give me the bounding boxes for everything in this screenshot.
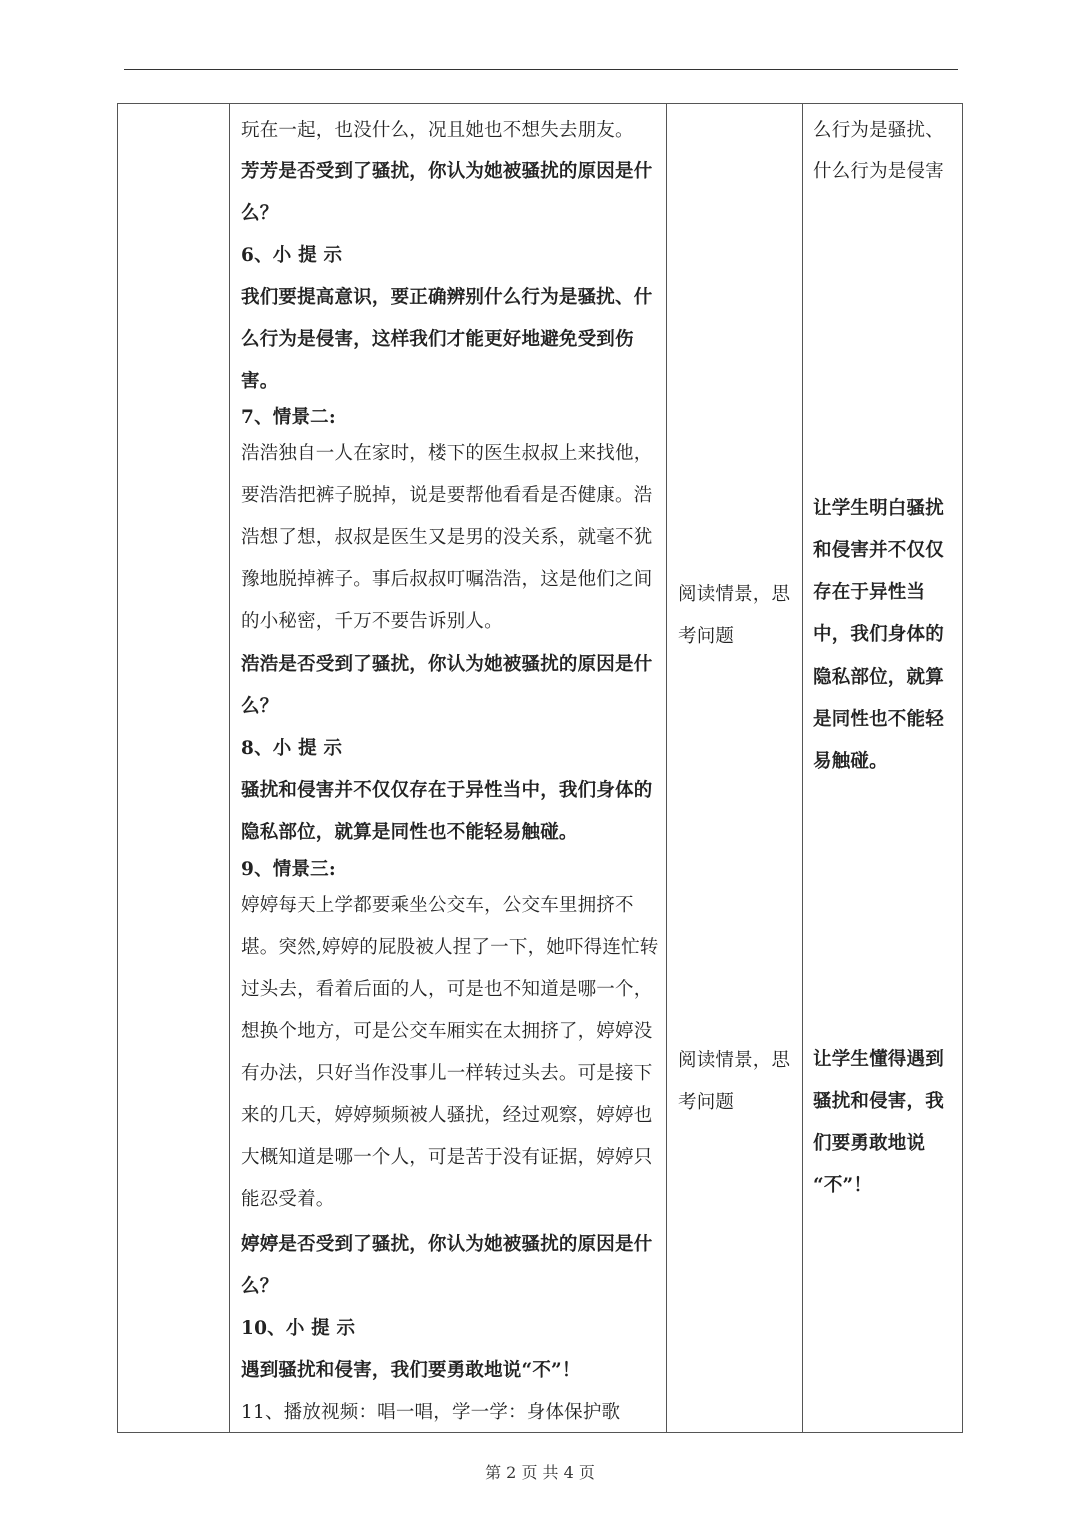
purpose-line-7: 隐私部位，就算 (813, 667, 944, 688)
header-rule (124, 69, 958, 70)
content-line-27: 能忍受着。 (241, 1189, 335, 1210)
page-footer: 第 2 页 共 4 页 (485, 1463, 595, 1482)
activity-line-2: 考问题 (678, 626, 735, 647)
content-line-23: 想换个地方，可是公交车厢实在太拥挤了，婷婷没 (241, 1021, 653, 1042)
purpose-line-1: 么行为是骚扰、 (813, 120, 944, 141)
column-divider-3 (802, 104, 803, 1432)
content-line-22: 过头去，看着后面的人，可是也不知道是哪一个， (241, 979, 653, 1000)
content-line-18: 隐私部位，就算是同性也不能轻易触碰。 (241, 822, 578, 843)
lesson-table (117, 103, 963, 1433)
content-line-1: 玩在一起，也没什么，况且她也不想失去朋友。 (241, 120, 634, 141)
activity-line-3: 阅读情景，思 (678, 1050, 791, 1071)
content-line-4: 6、小 提 示 (241, 245, 343, 266)
activity-line-4: 考问题 (678, 1092, 735, 1113)
content-line-32: 11、播放视频：唱一唱，学一学：身体保护歌 (241, 1402, 621, 1423)
content-line-8: 7、情景二: (241, 407, 336, 428)
content-line-30: 10、小 提 示 (241, 1318, 356, 1339)
content-line-26: 大概知道是哪一个人，可是苦于没有证据，婷婷只 (241, 1147, 653, 1168)
content-line-31: 遇到骚扰和侵害，我们要勇敢地说“不”！ (241, 1360, 581, 1381)
content-line-24: 有办法，只好当作没事儿一样转过头去。可是接下 (241, 1063, 653, 1084)
purpose-line-8: 是同性也不能轻 (813, 709, 944, 730)
content-line-19: 9、情景三: (241, 859, 336, 880)
content-line-16: 8、小 提 示 (241, 738, 343, 759)
content-line-17: 骚扰和侵害并不仅仅存在于异性当中，我们身体的 (241, 780, 653, 801)
content-line-12: 豫地脱掉裤子。事后叔叔叮嘱浩浩，这是他们之间 (241, 569, 653, 590)
content-line-6: 么行为是侵害，这样我们才能更好地避免受到伤 (241, 329, 634, 350)
purpose-line-2: 什么行为是侵害 (813, 161, 944, 182)
content-line-29: 么？ (241, 1276, 279, 1297)
content-line-10: 要浩浩把裤子脱掉，说是要帮他看看是否健康。浩 (241, 485, 653, 506)
activity-line-1: 阅读情景，思 (678, 584, 791, 605)
purpose-line-12: 们要勇敢地说 (813, 1133, 926, 1154)
purpose-line-13: “不”！ (813, 1175, 873, 1196)
purpose-line-4: 和侵害并不仅仅 (813, 540, 944, 561)
column-divider-2 (666, 104, 667, 1432)
column-divider-1 (229, 104, 230, 1432)
content-line-21: 堪。突然,婷婷的屁股被人捏了一下，她吓得连忙转 (241, 937, 659, 958)
content-line-15: 么？ (241, 696, 279, 717)
content-line-5: 我们要提高意识，要正确辨别什么行为是骚扰、什 (241, 287, 653, 308)
content-line-2: 芳芳是否受到了骚扰，你认为她被骚扰的原因是什 (241, 161, 653, 182)
content-line-25: 来的几天，婷婷频频被人骚扰，经过观察，婷婷也 (241, 1105, 653, 1126)
content-line-28: 婷婷是否受到了骚扰，你认为她被骚扰的原因是什 (241, 1234, 653, 1255)
purpose-line-10: 让学生懂得遇到 (813, 1049, 944, 1070)
content-line-9: 浩浩独自一人在家时，楼下的医生叔叔上来找他， (241, 443, 653, 464)
content-line-11: 浩想了想，叔叔是医生又是男的没关系，就毫不犹 (241, 527, 653, 548)
content-line-7: 害。 (241, 371, 279, 392)
content-line-20: 婷婷每天上学都要乘坐公交车，公交车里拥挤不 (241, 895, 634, 916)
content-line-3: 么？ (241, 203, 279, 224)
purpose-line-3: 让学生明白骚扰 (813, 498, 944, 519)
content-line-13: 的小秘密，千万不要告诉别人。 (241, 611, 503, 632)
content-line-14: 浩浩是否受到了骚扰，你认为她被骚扰的原因是什 (241, 654, 653, 675)
purpose-line-5: 存在于异性当 (813, 582, 926, 603)
purpose-line-9: 易触碰。 (813, 751, 888, 772)
purpose-line-11: 骚扰和侵害，我 (813, 1091, 944, 1112)
purpose-line-6: 中，我们身体的 (813, 624, 944, 645)
